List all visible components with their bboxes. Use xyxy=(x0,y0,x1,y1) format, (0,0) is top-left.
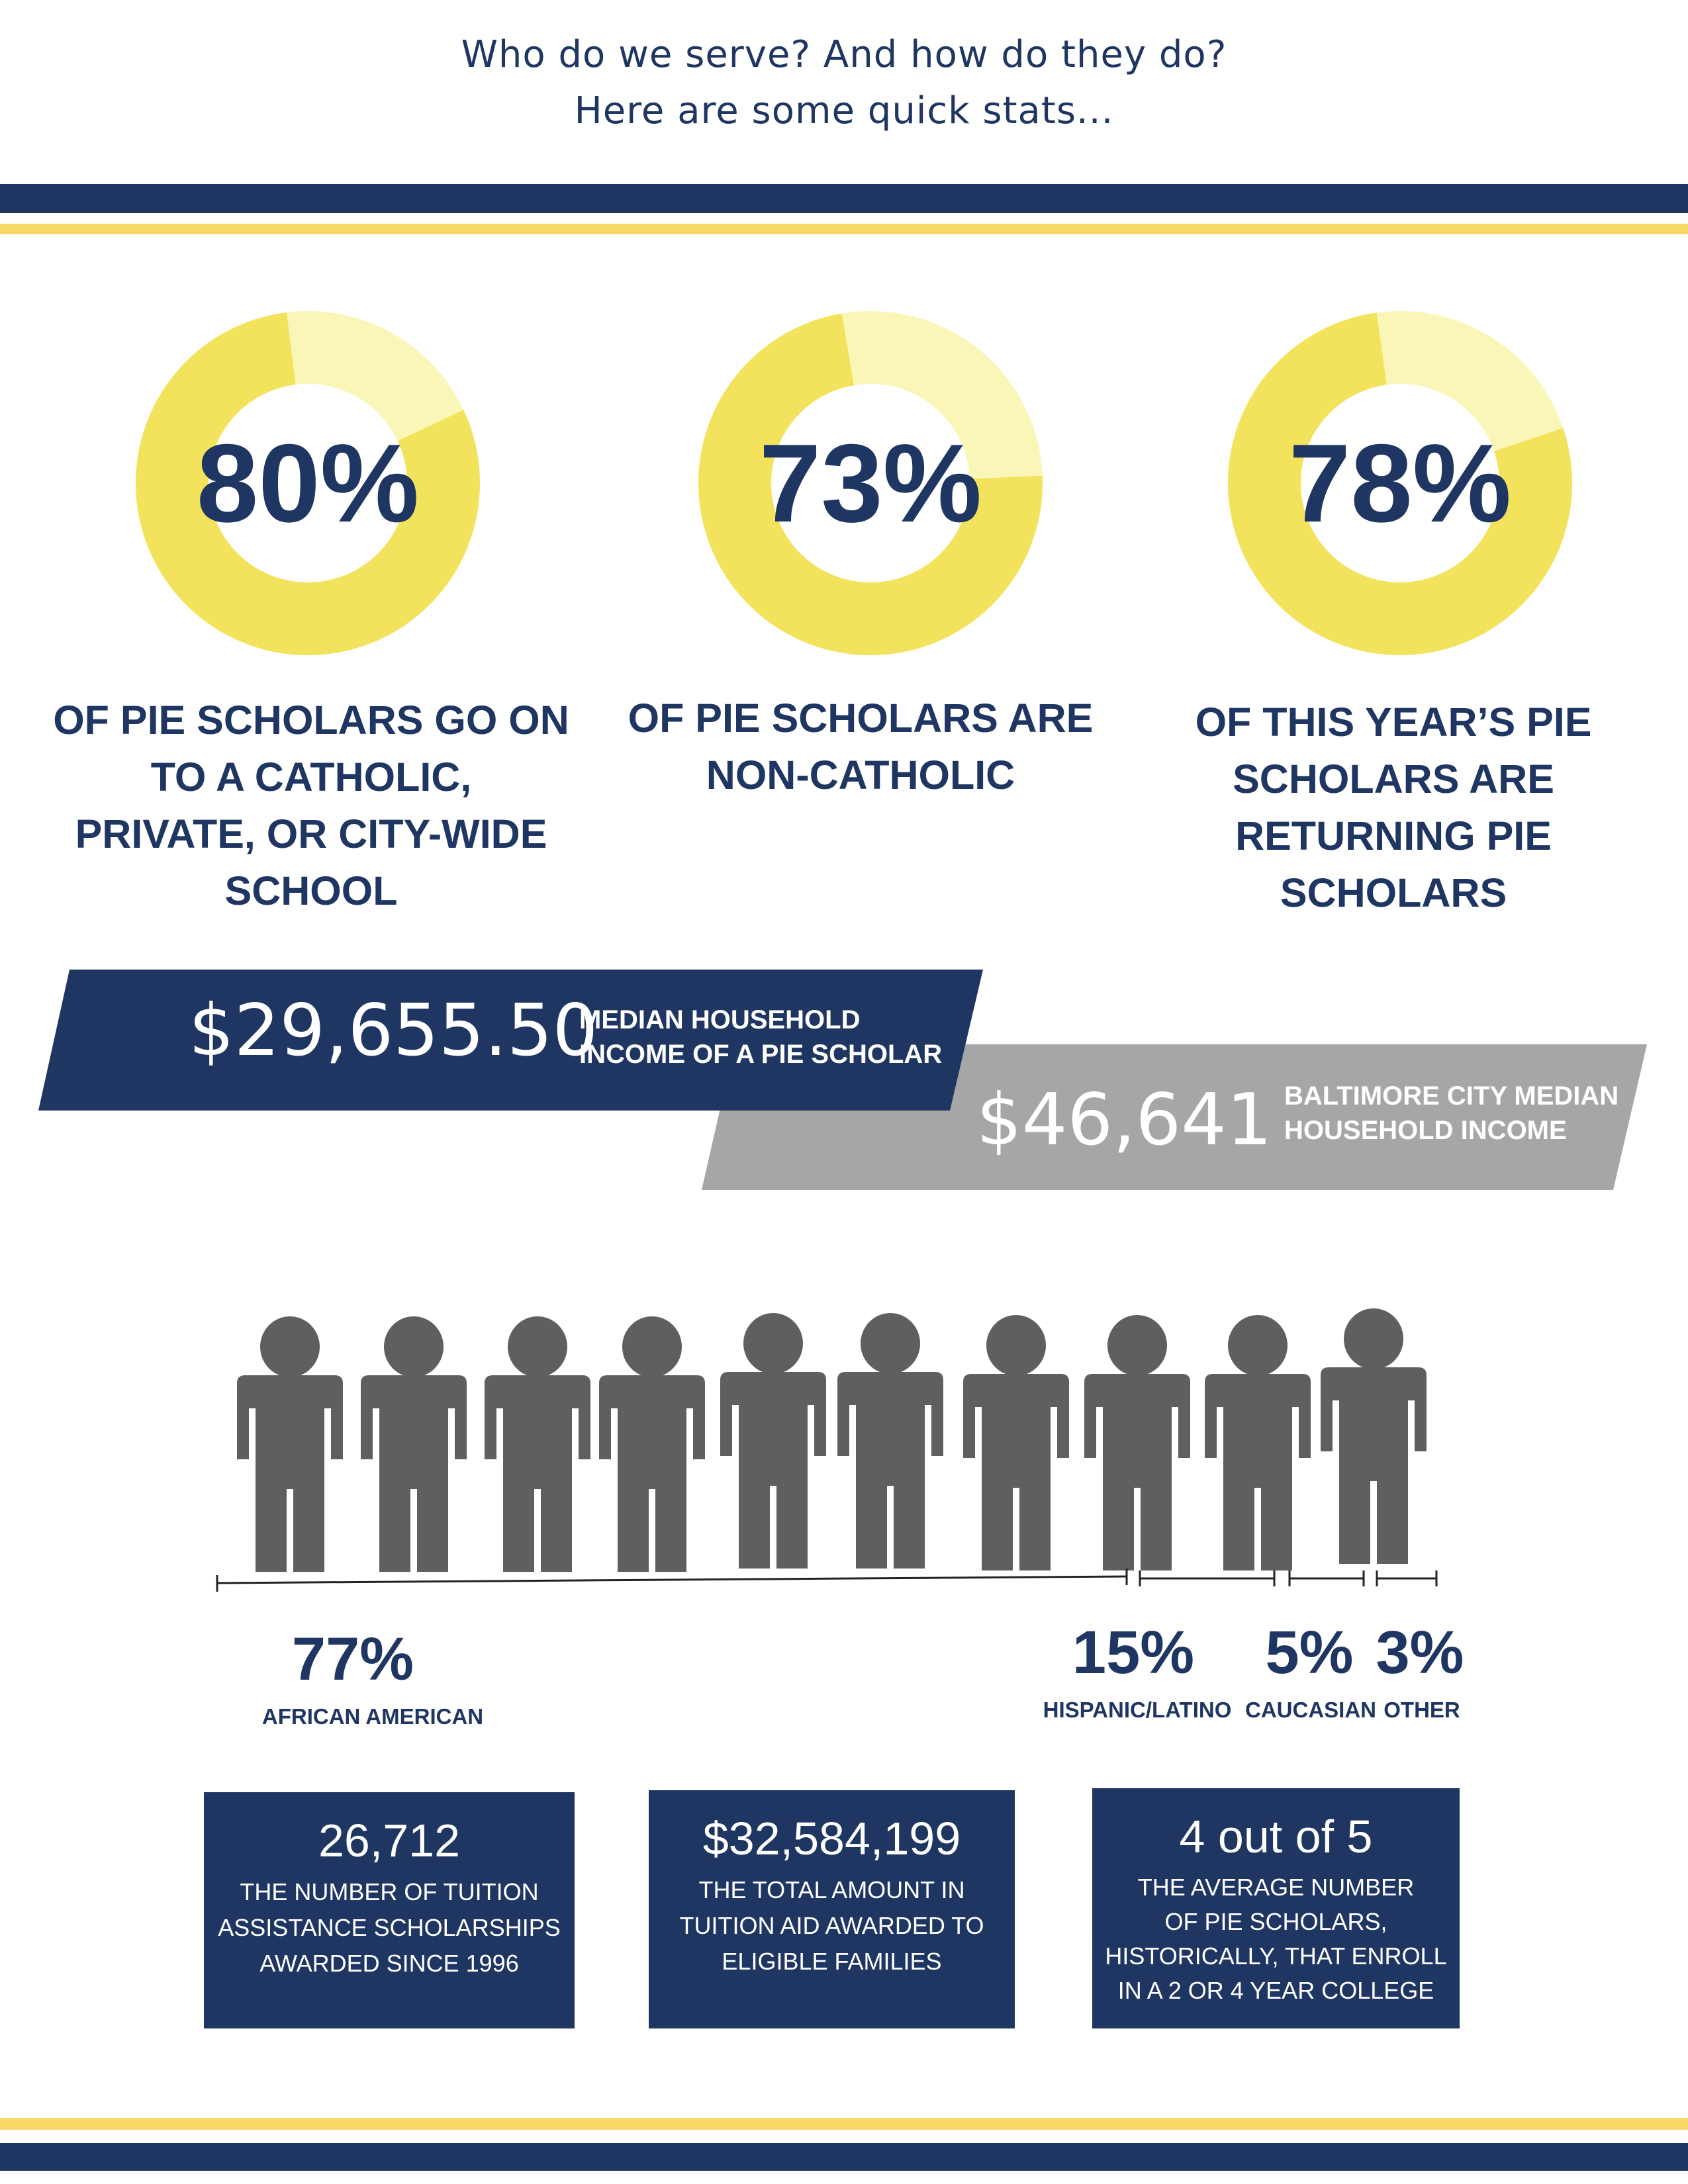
pct-other: 3% xyxy=(1376,1619,1464,1686)
person-icon xyxy=(1084,1315,1190,1570)
info-box-desc: THE NUMBER OF TUITION ASSISTANCE SCHOLARSHIPS AWARDED SINCE 1996 xyxy=(218,1878,561,1977)
bottom-navy-stripe xyxy=(0,2143,1688,2171)
person-icon xyxy=(1321,1308,1427,1564)
donut-percent: 73% xyxy=(759,421,982,545)
pct-caucasian: 5% xyxy=(1265,1619,1354,1686)
pct-african-american: 77% xyxy=(291,1625,414,1693)
person-icon xyxy=(485,1316,590,1572)
top-navy-stripe xyxy=(0,184,1688,213)
person-icon xyxy=(1205,1315,1311,1570)
bracket-african-american xyxy=(217,1576,1127,1583)
city-income-label: BALTIMORE CITY MEDIAN HOUSEHOLD INCOME xyxy=(1284,1081,1619,1145)
label-other: OTHER xyxy=(1383,1698,1460,1722)
header-line-2: Here are some quick stats... xyxy=(574,89,1114,132)
demographic-brackets xyxy=(0,1559,1688,1598)
donut-percent: 78% xyxy=(1288,421,1512,545)
label-caucasian: CAUCASIAN xyxy=(1245,1698,1376,1722)
info-box-value: 4 out of 5 xyxy=(1179,1811,1373,1862)
person-icon xyxy=(720,1313,826,1569)
info-box-desc: THE AVERAGE NUMBER OF PIE SCHOLARS, HISTORICALLY, THAT ENROLL IN A 2 OR 4 YEAR COLLEGE xyxy=(1105,1874,1447,2004)
donut-stat-3 xyxy=(1225,308,1575,659)
person-icon xyxy=(963,1315,1069,1570)
stat-caption-2: OF PIE SCHOLARS ARE NON-CATHOLIC xyxy=(628,696,1094,797)
donut-stat-2 xyxy=(695,308,1046,659)
person-icon xyxy=(599,1316,705,1572)
top-yellow-stripe xyxy=(0,224,1688,234)
bottom-yellow-stripe xyxy=(0,2118,1688,2130)
info-box-desc: THE TOTAL AMOUNT IN TUITION AID AWARDED TO ELIGIBLE FAMILIES xyxy=(679,1876,984,1975)
city-income-amount: $46,641 xyxy=(976,1079,1272,1161)
donut-percent: 80% xyxy=(196,421,420,545)
info-box-college xyxy=(1092,1788,1460,2028)
label-african-american: AFRICAN AMERICAN xyxy=(261,1704,484,1729)
pie-income-label: MEDIAN HOUSEHOLD INCOME OF A PIE SCHOLAR xyxy=(579,1005,943,1069)
pct-hispanic: 15% xyxy=(1072,1619,1195,1686)
stat-caption-1: OF PIE SCHOLARS GO ON TO A CATHOLIC, PRIVATE, OR CITY-WIDE SCHOOL xyxy=(53,698,569,913)
person-icon xyxy=(237,1316,343,1572)
info-box-tuition-aid xyxy=(649,1790,1015,2028)
pie-income-amount: $29,655.50 xyxy=(189,989,598,1072)
person-icon xyxy=(837,1313,943,1569)
donut-stat-1 xyxy=(132,308,483,659)
label-hispanic: HISPANIC/LATINO xyxy=(1043,1698,1232,1722)
stat-caption-3: OF THIS YEAR’S PIE SCHOLARS ARE RETURNING PIE SCHOLARS xyxy=(1195,700,1592,915)
person-figures xyxy=(0,1291,1688,1588)
info-box-scholarships xyxy=(204,1792,575,2028)
info-box-value: 26,712 xyxy=(318,1815,461,1866)
person-icon xyxy=(361,1316,467,1572)
info-box-value: $32,584,199 xyxy=(702,1813,961,1864)
header-line-1: Who do we serve? And how do they do? xyxy=(461,33,1227,76)
